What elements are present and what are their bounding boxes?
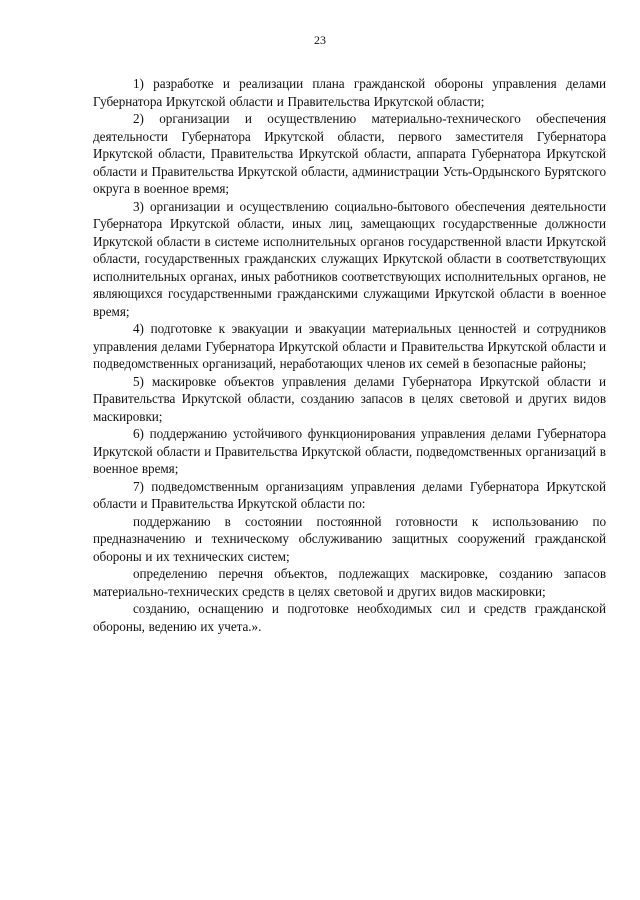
paragraph-subitem-camouflage: определению перечня объектов, подлежащих маскировке, созданию запасов материально-технических средств в целях световой и других видов маскировки; <box>93 566 606 599</box>
paragraph-subitem-shelters: поддержанию в состоянии постоянной готовности к использованию по предназначению и техническому обслуживанию защитных сооружений гражданской обороны и их технических систем; <box>93 513 606 564</box>
document-body <box>93 75 606 635</box>
page-number: 23 <box>314 33 326 47</box>
paragraph-item-4: 4) подготовке к эвакуации и эвакуации материальных ценностей и сотрудников управления делами Губернатора Иркутской области и Правительства Иркутской области и подведомственных организаций, неработающих членов их семей в безопасные районы; <box>93 321 606 371</box>
paragraph-item-5: 5) маскировке объектов управления делами Губернатора Иркутской области и Правительства Иркутской области, созданию запасов в целях световой и других видов маскировки; <box>93 373 606 424</box>
paragraph-item-1: 1) разработке и реализации плана гражданской обороны управления делами Губернатора Иркутской области и Правительства Иркутской области; <box>93 76 606 109</box>
paragraph-item-6: 6) поддержанию устойчивого функционирования управления делами Губернатора Иркутской области и Правительства Иркутской области, подведомственных организаций в военное время; <box>93 426 606 476</box>
paragraph-item-3: 3) организации и осуществлению социально-бытового обеспечения деятельности Губернатора Иркутской области, иных лиц, замещающих государственные должности Иркутской области в системе исполнительных органов государственной власти Иркутской области, государственных гражданских служащих Иркутской области в соответствующих исполнительных органах, иных работников соответствующих исполнительных органов, не являющихся государственными гражданскими служащими Иркутской области в военное время; <box>93 198 606 319</box>
paragraph-item-7: 7) подведомственным организациям управления делами Губернатора Иркутской области и Правительства Иркутской области по: <box>93 478 606 511</box>
paragraph-subitem-forces: созданию, оснащению и подготовке необходимых сил и средств гражданской обороны, ведению их учета.». <box>93 601 606 634</box>
paragraph-item-2: 2) организации и осуществлению материально-технического обеспечения деятельности Губернатора Иркутской области, первого заместителя Губернатора Иркутской области, Правительства Иркутской области, аппарата Губернатора Иркутской области и Правительства Иркутской области, администрации Усть-Ордынского Бурятского округа в военное время; <box>93 111 606 196</box>
